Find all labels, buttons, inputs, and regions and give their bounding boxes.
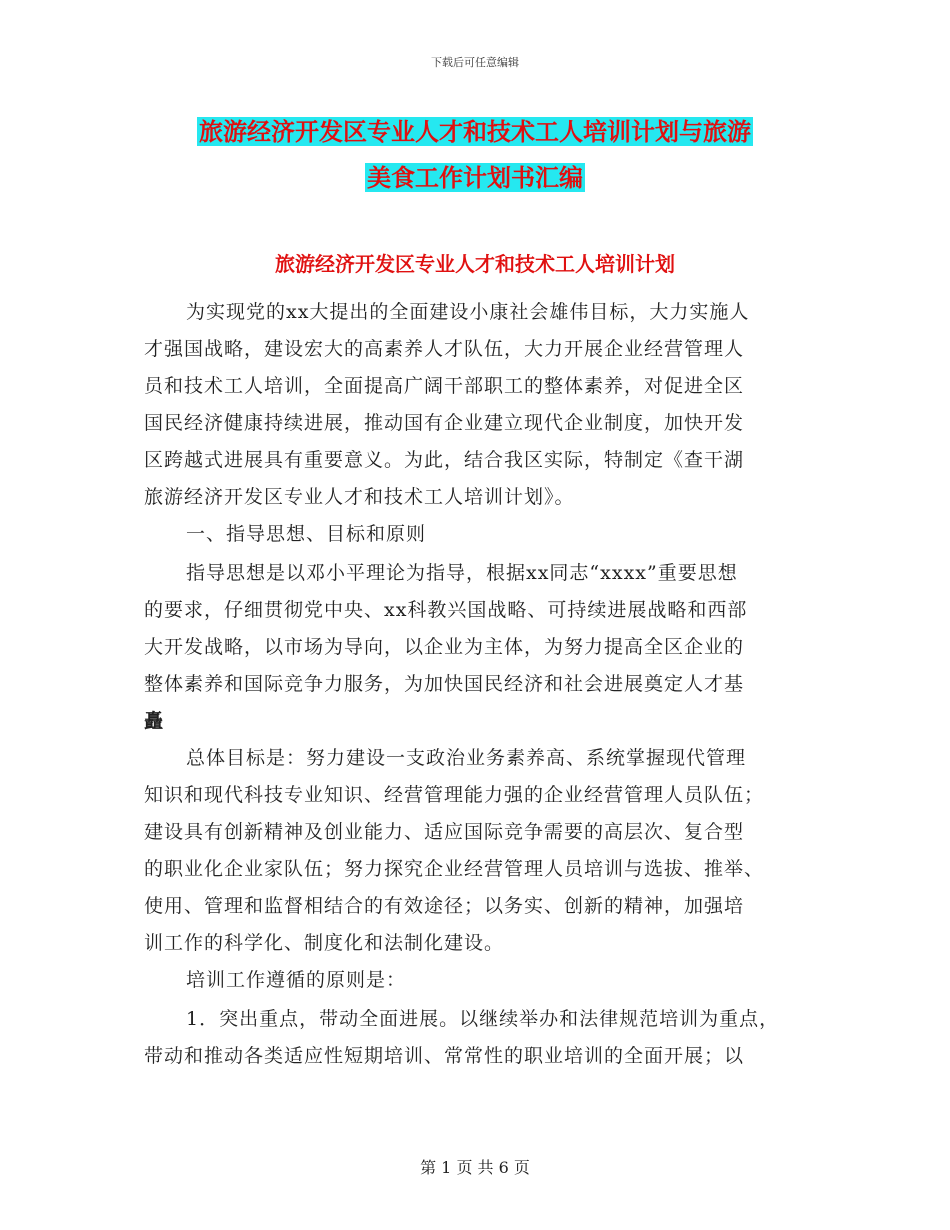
body-line: 使用、管理和监督相结合的有效途径；以务实、创新的精神，加强培 [144,895,745,917]
body-line: 的职业化企业家队伍；努力探究企业经营管理人员培训与选拔、推举、 [144,858,765,880]
header-note: 下载后可任意编辑 [431,56,519,69]
body-line: 指导思想是以邓小平理论为指导，根据xx同志“xxxx”重要思想 [186,562,738,584]
body-line: 知识和现代科技专业知识、经营管理能力强的企业经营管理人员队伍； [144,784,765,806]
section-title: 旅游经济开发区专业人才和技术工人培训计划 [275,252,675,276]
section-heading: 一、指导思想、目标和原则 [186,523,427,545]
body-line: 旅游经济开发区专业人才和技术工人培训计划》。 [144,486,575,508]
body-line: 区跨越式进展具有重要意义。为此，结合我区实际，特制定《查干湖 [144,449,745,471]
body-line: 员和技术工人培训，全面提高广阔干部职工的整体素养，对促进全区 [144,375,745,397]
body-line: 带动和推动各类适应性短期培训、常常性的职业培训的全面开展；以 [144,1045,745,1067]
document-title-line-2 [0,158,950,193]
body-line: 才强国战略，建设宏大的高素养人才队伍，大力开展企业经营管理人 [144,338,745,360]
document-title-line-1 [0,112,950,147]
body-line: 矗 [144,710,165,732]
body-line: 的要求，仔细贯彻党中央、xx科教兴国战略、可持续进展战略和西部 [144,599,748,621]
body-line: 建设具有创新精神及创业能力、适应国际竞争需要的高层次、复合型 [144,821,745,843]
body-line: 训工作的科学化、制度化和法制化建设。 [144,932,505,954]
title-highlight-2: 美食工作计划书汇编 [367,163,583,192]
body-line: 大开发战略，以市场为导向，以企业为主体，为努力提高全区企业的 [144,636,745,658]
page-footer: 第 1 页 共 6 页 [420,1158,530,1177]
body-line: 国民经济健康持续进展，推动国有企业建立现代企业制度，加快开发 [144,412,745,434]
body-line: 为实现党的xx大提出的全面建设小康社会雄伟目标，大力实施人 [186,301,750,323]
body-line: 总体目标是：努力建设一支政治业务素养高、系统掌握现代管理 [186,747,747,769]
body-line: 培训工作遵循的原则是： [186,969,407,991]
body-line: 1．突出重点，带动全面进展。以继续举办和法律规范培训为重点， [186,1008,780,1030]
title-highlight-1: 旅游经济开发区专业人才和技术工人培训计划与旅游 [199,117,751,146]
body-line: 整体素养和国际竞争力服务，为加快国民经济和社会进展奠定人才基 [144,673,745,695]
